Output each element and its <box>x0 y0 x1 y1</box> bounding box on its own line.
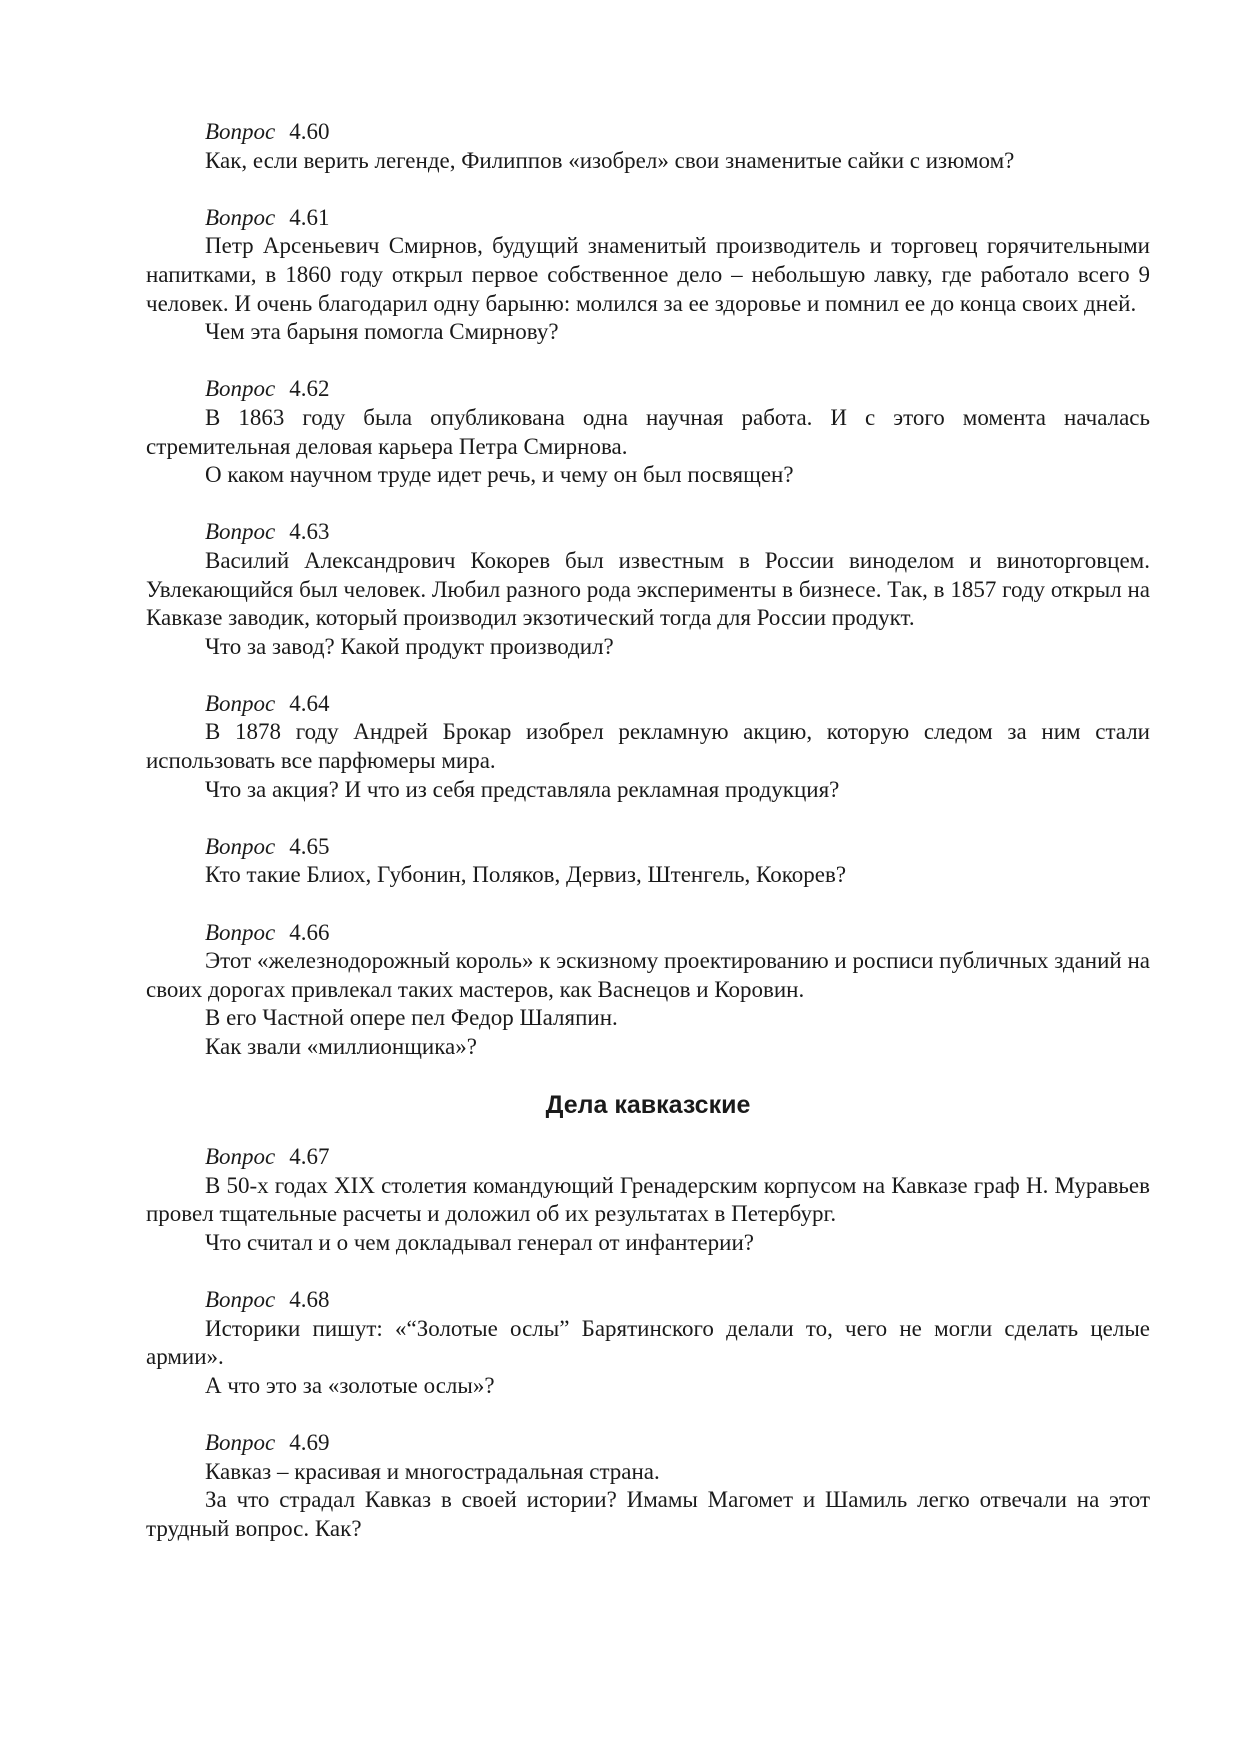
question-text: В его Частной опере пел Федор Шаляпин. <box>205 1005 618 1031</box>
question-text: Историки пишут: «“Золотые ослы” Барятинского делали то, чего не могли сделать целые армии». <box>146 1315 1150 1370</box>
question-label: Вопрос <box>205 519 276 545</box>
question-header <box>146 919 1150 948</box>
question-text: Что за акция? И что из себя представляла рекламная продукция? <box>205 776 840 802</box>
question-number: 4.67 <box>289 1144 330 1170</box>
question-text: В 1863 году была опубликована одна научная работа. И с этого момента началась стремительная деловая карьера Петра Смирнова. <box>146 404 1150 459</box>
question-header <box>146 518 1150 547</box>
question-label: Вопрос <box>205 1430 276 1456</box>
question-list-caucasus <box>146 1143 1150 1543</box>
question-number: 4.61 <box>289 204 330 230</box>
question-text: Кто такие Блиох, Губонин, Поляков, Дервиз, Штенгель, Кокорев? <box>205 862 847 888</box>
question-number: 4.69 <box>289 1430 330 1456</box>
question-header <box>146 204 1150 233</box>
question-block <box>146 1143 1150 1257</box>
question-label: Вопрос <box>205 204 276 230</box>
question-block <box>146 375 1150 489</box>
question-label: Вопрос <box>205 1287 276 1313</box>
question-block <box>146 1429 1150 1543</box>
question-text: Василий Александрович Кокорев был известным в России виноделом и виноторговцем. Увлекающийся был человек. Любил разного рода эксперименты в бизнесе. Так, в 1857 году открыл на Кавказе заводик, который производил экзотический тогда для России продукт. <box>146 547 1150 631</box>
question-text: Чем эта барыня помогла Смирнову? <box>205 319 559 345</box>
question-number: 4.63 <box>289 519 330 545</box>
question-text: А что это за «золотые ослы»? <box>205 1372 495 1398</box>
question-text: Петр Арсеньевич Смирнов, будущий знаменитый производитель и торговец горячительными напитками, в 1860 году открыл первое собственное дело – небольшую лавку, где работало всего 9 человек. И очень благодарил одну барыню: молился за ее здоровье и помнил ее до конца своих дней. <box>146 233 1150 316</box>
question-text: Кавказ – красивая и многострадальная страна. <box>205 1458 660 1484</box>
question-number: 4.66 <box>289 919 330 945</box>
question-header <box>146 375 1150 404</box>
question-block <box>146 204 1150 347</box>
question-list <box>146 118 1150 1062</box>
document-page <box>146 118 1150 1572</box>
question-header <box>146 690 1150 719</box>
question-header <box>146 1143 1150 1172</box>
question-label: Вопрос <box>205 690 276 716</box>
question-number: 4.65 <box>289 833 330 859</box>
question-label: Вопрос <box>205 833 276 859</box>
question-label: Вопрос <box>205 119 276 144</box>
question-block <box>146 919 1150 1062</box>
section-heading: Дела кавказские <box>545 1091 751 1120</box>
question-header <box>146 833 1150 862</box>
question-text: В 50-х годах XIX столетия командующий Гренадерским корпусом на Кавказе граф Н. Муравьев провел тщательные расчеты и доложил об их результатах в Петербург. <box>146 1172 1150 1227</box>
question-block <box>146 690 1150 804</box>
question-text: Этот «железнодорожный король» к эскизному проектированию и росписи публичных зданий на своих дорогах привлекал таких мастеров, как Васнецов и Коровин. <box>146 948 1150 1002</box>
question-text: В 1878 году Андрей Брокар изобрел рекламную акцию, которую следом за ним стали использовать все парфюмеры мира. <box>146 719 1150 774</box>
question-header <box>146 1429 1150 1458</box>
question-label: Вопрос <box>205 1144 276 1170</box>
question-block <box>146 518 1150 661</box>
question-text: Как, если верить легенде, Филиппов «изобрел» свои знаменитые сайки с изюмом? <box>205 147 1015 173</box>
question-block <box>146 1286 1150 1400</box>
question-block <box>146 118 1150 175</box>
question-text: Как звали «миллионщика»? <box>205 1034 477 1059</box>
question-block <box>146 833 1150 890</box>
question-text: О каком научном труде идет речь, и чему он был посвящен? <box>205 462 794 488</box>
question-text: Что считал и о чем докладывал генерал от инфантерии? <box>205 1229 754 1255</box>
question-text: Что за завод? Какой продукт производил? <box>205 633 614 659</box>
question-label: Вопрос <box>205 919 276 945</box>
question-header <box>146 118 1150 147</box>
question-number: 4.60 <box>289 119 330 144</box>
question-label: Вопрос <box>205 376 276 402</box>
question-text: За что страдал Кавказ в своей истории? Имамы Магомет и Шамиль легко отвечали на этот трудный вопрос. Как? <box>146 1487 1150 1541</box>
question-number: 4.62 <box>289 376 330 402</box>
question-number: 4.68 <box>289 1287 330 1313</box>
question-number: 4.64 <box>289 690 330 716</box>
question-header <box>146 1286 1150 1315</box>
